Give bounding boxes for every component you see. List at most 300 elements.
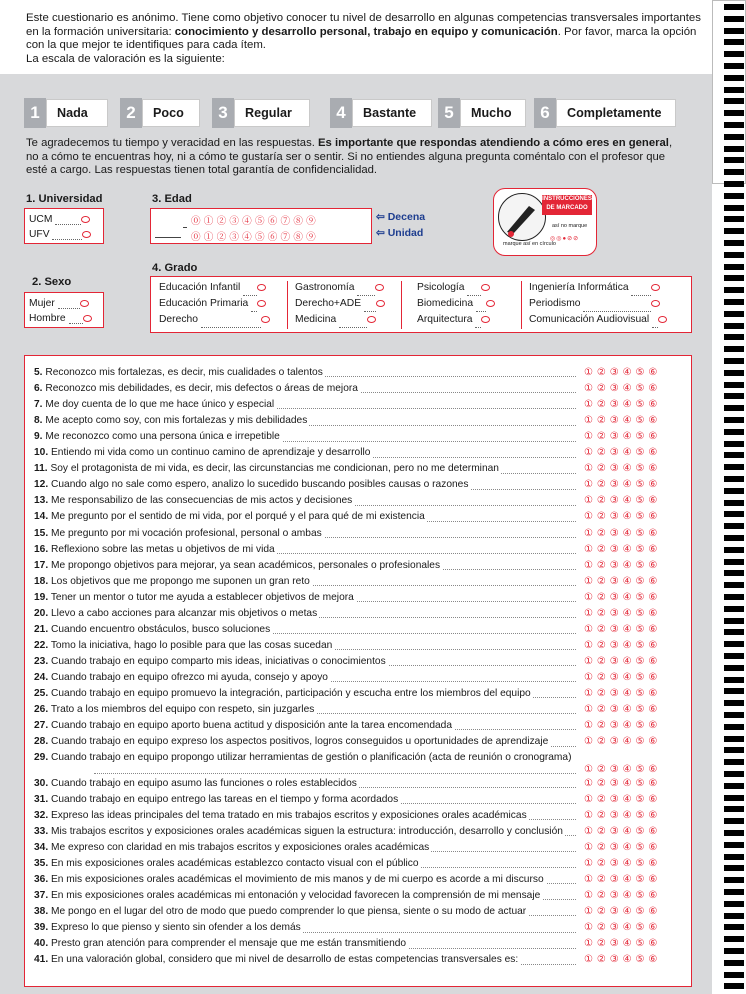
answer-bubbles[interactable]: ①②③④⑤⑥ <box>580 890 686 902</box>
question-row <box>34 463 686 475</box>
answer-bubbles[interactable]: ①②③④⑤⑥ <box>580 794 686 806</box>
timing-mark <box>724 641 744 647</box>
timing-mark <box>724 854 744 860</box>
answer-bubbles[interactable]: ①②③④⑤⑥ <box>580 447 686 459</box>
timing-mark <box>724 653 744 659</box>
option-grado[interactable]: Educación Infantil <box>159 280 270 296</box>
question-row <box>34 511 686 523</box>
option-grado[interactable]: Medicina <box>295 312 385 328</box>
answer-bubbles[interactable]: ①②③④⑤⑥ <box>580 431 686 443</box>
question-label: Reconozco mis fortalezas, es decir, mis cualidades o talentos <box>45 367 323 378</box>
question-text <box>34 463 501 474</box>
question-label: Cuando trabajo en equipo aporto buena actitud y disposición ante la tarea encomendada <box>51 720 453 732</box>
answer-bubbles[interactable]: ①②③④⑤⑥ <box>580 764 686 776</box>
question-number: 33. <box>34 825 49 837</box>
timing-mark <box>724 39 744 45</box>
question-label: Expreso las ideas principales del tema tratado en mis trabajos escritos y exposiciones orales académicas <box>51 809 527 821</box>
question-text <box>34 624 272 635</box>
question-text <box>34 431 282 442</box>
question-row <box>34 592 686 604</box>
timing-mark <box>724 842 744 848</box>
timing-mark <box>724 724 744 730</box>
timing-mark <box>724 417 744 423</box>
option-grado[interactable]: Ingeniería Informática <box>529 280 667 296</box>
divider <box>521 281 522 329</box>
timing-mark <box>724 228 744 234</box>
timing-mark <box>724 110 744 116</box>
question-number: 20. <box>34 607 49 619</box>
question-text <box>34 810 529 821</box>
intro-line: en la formación universitaria: conocimiento y desarrollo personal, trabajo en equipo y comunicación. Por favor, marca la opción <box>26 25 697 38</box>
question-row <box>34 826 686 838</box>
question-number: 12. <box>34 479 49 491</box>
question-row <box>34 640 686 652</box>
timing-mark <box>724 334 744 340</box>
question-text <box>34 858 421 869</box>
question-label: En mis exposiciones orales académicas el movimiento de mis manos y de mi cuerpo es acorde a mi discurso <box>51 874 544 885</box>
timing-mark <box>724 865 744 871</box>
question-text <box>34 736 550 747</box>
question-label: Cuando trabajo en equipo expreso los aspectos positivos, logros conseguidos u oportunidades de aprendizaje <box>51 736 549 748</box>
instructions-good: marque así en círculo <box>503 241 556 247</box>
question-row <box>34 938 686 950</box>
timing-mark <box>724 901 744 907</box>
intro-line: Este cuestionario es anónimo. Tiene como objetivo conocer tu nivel de desarrollo en algunas competencias transversales importantes <box>26 12 701 24</box>
divider <box>287 281 288 329</box>
question-text <box>34 544 277 555</box>
question-row <box>34 624 686 636</box>
timing-mark <box>724 358 744 364</box>
question-number: 18. <box>34 575 49 587</box>
question-label: Me expreso con claridad en mis trabajos escritos y exposiciones orales académicas <box>51 841 430 853</box>
question-row <box>34 544 686 556</box>
timing-mark <box>724 370 744 376</box>
answer-bubbles[interactable]: ①②③④⑤⑥ <box>580 922 686 934</box>
instructions-text <box>26 137 706 178</box>
timing-mark <box>724 913 744 919</box>
timing-mark <box>724 51 744 57</box>
timing-mark <box>724 795 744 801</box>
answer-bubbles[interactable]: ①②③④⑤⑥ <box>580 592 686 604</box>
unidad-bubbles[interactable]: ⓪①②③④⑤⑥⑦⑧⑨ <box>191 232 319 243</box>
divider <box>401 281 402 329</box>
question-row <box>34 560 686 572</box>
question-number: 36. <box>34 874 49 885</box>
timing-mark <box>724 205 744 211</box>
question-text <box>34 704 316 715</box>
timing-mark <box>724 665 744 671</box>
option-grado[interactable]: Periodismo <box>529 296 667 312</box>
sexo-title: 2. Sexo <box>32 276 72 288</box>
question-label: Me pregunto por el sentido de mi vida, por el porqué y el para qué de mi existencia <box>51 511 425 523</box>
question-label: Mis trabajos escritos y exposiciones orales académicas siguen la estructura: introducción, desarrollo y conclusión <box>51 825 563 837</box>
timing-mark <box>724 818 744 824</box>
edad-box <box>150 208 372 244</box>
question-label: Entiendo mi vida como un continuo camino de aprendizaje y desarrollo <box>51 447 371 459</box>
question-text <box>34 794 400 805</box>
question-label: Cuando trabajo en equipo entrego las tareas en el tiempo y forma acordados <box>51 793 399 805</box>
answer-bubbles[interactable]: ①②③④⑤⑥ <box>580 858 686 870</box>
option-grado[interactable]: Arquitectura <box>417 312 495 328</box>
option-grado[interactable]: Gastronomía <box>295 280 385 296</box>
question-label: Los objetivos que me propongo me suponen un gran reto <box>51 575 310 587</box>
timing-mark <box>724 323 744 329</box>
answer-bubbles[interactable]: ①②③④⑤⑥ <box>580 560 686 572</box>
timing-mark <box>724 747 744 753</box>
option-grado[interactable]: Derecho <box>159 312 270 328</box>
thanks-line: esté a cargo. Las respuestas tienen total garantía de confidencialidad. <box>26 164 378 177</box>
question-number: 14. <box>34 511 49 523</box>
timing-mark <box>724 75 744 81</box>
question-number: 17. <box>34 559 49 571</box>
leader-dots <box>94 773 576 774</box>
question-text <box>34 495 354 506</box>
timing-mark <box>724 452 744 458</box>
grado-col-2 <box>295 280 385 328</box>
question-number: 7. <box>34 399 43 411</box>
question-row <box>34 704 686 716</box>
question-number: 35. <box>34 857 49 869</box>
question-label: Me reconozco como una persona única e irrepetible <box>45 431 280 443</box>
timing-mark <box>724 759 744 765</box>
instructions-bad: así no marque <box>552 223 588 229</box>
question-label: Cuando trabajo en equipo asumo las funciones o roles establecidos <box>51 777 357 789</box>
timing-mark <box>724 98 744 104</box>
question-number: 8. <box>34 415 43 427</box>
option-mujer[interactable]: Mujer <box>29 298 89 309</box>
question-number: 27. <box>34 720 49 732</box>
option-grado[interactable]: Derecho+ADE <box>295 296 385 312</box>
question-label: Me doy cuenta de lo que me hace único y especial <box>45 399 275 411</box>
question-text <box>34 922 303 933</box>
thanks-line: Te agradecemos tu tiempo y veracidad en las respuestas. Es importante que respondas atendiendo a cómo eres en general, <box>26 137 673 149</box>
option-hombre[interactable]: Hombre <box>29 313 92 324</box>
timing-mark <box>724 594 744 600</box>
question-number: 38. <box>34 906 49 918</box>
question-row <box>34 906 686 918</box>
question-label: Me responsabilizo de las consecuencias de mis actos y decisiones <box>51 495 353 507</box>
rating-scale <box>24 98 692 128</box>
question-text <box>34 383 360 394</box>
question-row <box>34 874 686 886</box>
answer-bubbles[interactable]: ①②③④⑤⑥ <box>580 463 686 475</box>
timing-mark <box>724 806 744 812</box>
question-text <box>34 874 546 885</box>
question-text <box>34 906 528 917</box>
question-text <box>34 447 372 458</box>
question-label: Me acepto como soy, con mis fortalezas y mis debilidades <box>45 415 308 427</box>
answer-bubbles[interactable]: ①②③④⑤⑥ <box>580 826 686 838</box>
timing-mark <box>724 983 744 989</box>
answer-bubbles[interactable]: ①②③④⑤⑥ <box>580 367 686 379</box>
timing-mark <box>724 582 744 588</box>
question-row <box>34 576 686 588</box>
question-row <box>34 656 686 668</box>
question-number: 19. <box>34 591 49 603</box>
question-text <box>34 367 325 378</box>
scale-item-6: 6 Completamente <box>534 98 676 128</box>
question-label: Llevo a cabo acciones para alcanzar mis objetivos o metas <box>51 607 318 619</box>
option-ufv[interactable]: UFV <box>29 229 91 240</box>
question-label: Me pongo en el lugar del otro de modo que puedo comprender lo que piensa, siente o su modo de actuar <box>51 906 527 918</box>
timing-mark <box>724 948 744 954</box>
question-label: Cuando algo no sale como espero, analizo lo sucedido buscando posibles causas o razones <box>51 479 469 491</box>
question-label: Tomo la iniciativa, hago lo posible para que las cosas sucedan <box>50 639 333 651</box>
question-row <box>34 431 686 443</box>
pen-hand-icon <box>498 193 546 241</box>
answer-bubbles[interactable]: ①②③④⑤⑥ <box>580 383 686 395</box>
timing-mark <box>724 146 744 152</box>
timing-mark <box>724 134 744 140</box>
timing-mark <box>724 511 744 517</box>
question-text <box>34 560 442 571</box>
answer-bubbles[interactable]: ①②③④⑤⑥ <box>580 528 686 540</box>
answer-bubbles[interactable]: ①②③④⑤⑥ <box>580 954 686 966</box>
instructions-marks: ◎◎●⊘⊘ <box>550 236 580 242</box>
timing-mark <box>724 157 744 163</box>
question-label: En una valoración global, considero que mi nivel de desarrollo de estas competencias transversales es: <box>51 954 519 966</box>
question-text <box>34 399 276 410</box>
timing-mark <box>724 216 744 222</box>
timing-mark <box>724 688 744 694</box>
answer-bubbles[interactable]: ①②③④⑤⑥ <box>580 511 686 523</box>
timing-mark <box>724 547 744 553</box>
decena-label: ⇦ Decena <box>376 211 426 223</box>
answer-bubbles[interactable]: ①②③④⑤⑥ <box>580 720 686 732</box>
option-ucm[interactable]: UCM <box>29 214 90 225</box>
question-row <box>34 890 686 902</box>
timing-mark <box>724 441 744 447</box>
timing-mark <box>724 63 744 69</box>
question-row <box>34 736 686 748</box>
question-text <box>34 778 359 789</box>
question-text <box>34 592 356 603</box>
question-row <box>34 479 686 491</box>
question-text <box>34 720 454 731</box>
question-text <box>34 576 312 587</box>
question-text <box>34 938 408 949</box>
question-row <box>34 528 686 540</box>
question-row <box>34 810 686 822</box>
timing-mark <box>724 771 744 777</box>
answer-bubbles[interactable]: ①②③④⑤⑥ <box>580 778 686 790</box>
question-text <box>34 890 542 901</box>
question-text <box>34 954 520 965</box>
question-row <box>34 922 686 934</box>
timing-mark <box>724 193 744 199</box>
answer-bubbles[interactable]: ①②③④⑤⑥ <box>580 874 686 886</box>
question-label: Presto gran atención para comprender el mensaje que me están transmitiendo <box>51 938 407 950</box>
answer-bubbles[interactable]: ①②③④⑤⑥ <box>580 938 686 950</box>
question-label: Soy el protagonista de mi vida, es decir, las circunstancias me condicionan, pero no me determinan <box>50 463 499 475</box>
question-text <box>34 656 388 667</box>
timing-mark <box>724 252 744 258</box>
answer-bubbles[interactable]: ①②③④⑤⑥ <box>580 704 686 716</box>
question-label: En mis exposiciones orales académicas establezco contacto visual con el público <box>51 857 419 869</box>
scale-item-2: 2 Poco <box>120 98 200 128</box>
question-row <box>34 778 686 790</box>
question-text <box>34 826 565 837</box>
answer-bubbles[interactable]: ①②③④⑤⑥ <box>580 842 686 854</box>
question-row <box>34 954 686 966</box>
question-number: 39. <box>34 922 49 934</box>
answer-bubbles[interactable]: ①②③④⑤⑥ <box>580 415 686 427</box>
question-row <box>34 672 686 684</box>
question-number: 30. <box>34 777 49 789</box>
timing-mark <box>724 700 744 706</box>
question-label: Cuando trabajo en equipo ofrezco mi ayuda, consejo y apoyo <box>51 671 328 683</box>
answer-bubbles[interactable]: ①②③④⑤⑥ <box>580 624 686 636</box>
question-number: 21. <box>34 623 49 635</box>
question-number: 34. <box>34 841 49 853</box>
question-row <box>34 383 686 395</box>
question-number: 40. <box>34 938 49 950</box>
question-text <box>34 842 431 853</box>
answer-bubbles[interactable]: ①②③④⑤⑥ <box>580 544 686 556</box>
unidad-label: ⇦ Unidad <box>376 227 424 239</box>
question-label: Cuando trabajo en equipo propongo utilizar herramientas de gestión o planificación (acta de reunión o cronograma) <box>51 752 572 764</box>
timing-mark <box>724 169 744 175</box>
answer-bubbles[interactable]: ①②③④⑤⑥ <box>580 399 686 411</box>
question-label: Me pregunto por mi vocación profesional, personal o ambas <box>51 527 322 539</box>
option-grado[interactable]: Biomedicina <box>417 296 495 312</box>
option-grado[interactable]: Comunicación Audiovisual <box>529 312 667 328</box>
timing-mark <box>724 830 744 836</box>
timing-mark <box>724 736 744 742</box>
timing-mark <box>724 181 744 187</box>
timing-mark <box>724 87 744 93</box>
intro-line: con la que mejor te identifiques para cada ítem. <box>26 39 266 52</box>
universidad-title: 1. Universidad <box>26 193 103 205</box>
question-label: Reconozco mis debilidades, es decir, mis defectos o áreas de mejora <box>45 383 358 395</box>
timing-mark <box>724 606 744 612</box>
timing-mark <box>724 500 744 506</box>
timing-mark <box>724 405 744 411</box>
grado-col-4 <box>529 280 667 328</box>
answer-bubbles[interactable]: ①②③④⑤⑥ <box>580 608 686 620</box>
edad-title: 3. Edad <box>152 193 192 205</box>
answer-bubbles[interactable]: ①②③④⑤⑥ <box>580 656 686 668</box>
question-text <box>34 640 334 651</box>
answer-bubbles[interactable]: ①②③④⑤⑥ <box>580 810 686 822</box>
scale-item-3: 3 Regular <box>212 98 310 128</box>
option-grado[interactable]: Educación Primaria <box>159 296 270 312</box>
question-number: 23. <box>34 655 49 667</box>
question-number: 31. <box>34 793 49 805</box>
decena-bubbles[interactable]: ⓪①②③④⑤⑥⑦⑧⑨ <box>191 216 319 227</box>
thanks-line: no a cómo te encuentras hoy, ni a cómo te gustaría ser o sentir. Si no entiendes alguna pregunta coméntalo con el profesor que <box>26 150 666 163</box>
question-number: 28. <box>34 736 49 748</box>
question-text <box>34 479 470 490</box>
universidad-box <box>24 208 104 244</box>
option-grado[interactable]: Psicología <box>417 280 495 296</box>
question-number: 26. <box>34 704 49 716</box>
question-text <box>34 672 330 683</box>
timing-mark <box>724 877 744 883</box>
answer-bubbles[interactable]: ①②③④⑤⑥ <box>580 495 686 507</box>
answer-bubbles[interactable]: ①②③④⑤⑥ <box>580 576 686 588</box>
timing-mark <box>724 712 744 718</box>
question-row <box>34 415 686 427</box>
timing-mark <box>724 393 744 399</box>
question-row <box>34 399 686 411</box>
question-row <box>34 447 686 459</box>
question-number: 10. <box>34 447 49 459</box>
sexo-box <box>24 292 104 328</box>
question-text <box>34 511 427 522</box>
question-row <box>34 367 686 379</box>
timing-mark <box>724 476 744 482</box>
timing-mark <box>724 16 744 22</box>
question-text <box>34 608 319 619</box>
question-number: 22. <box>34 639 49 651</box>
question-text <box>34 415 309 426</box>
question-label: Me propongo objetivos para mejorar, ya sean académicos, personales o profesionales <box>51 559 441 571</box>
answer-bubbles[interactable]: ①②③④⑤⑥ <box>580 479 686 491</box>
timing-mark <box>724 264 744 270</box>
timing-mark <box>724 240 744 246</box>
question-number: 15. <box>34 527 49 539</box>
answer-bubbles[interactable]: ①②③④⑤⑥ <box>580 906 686 918</box>
question-number: 29. <box>34 752 49 764</box>
question-text <box>34 752 576 764</box>
timing-mark <box>724 523 744 529</box>
timing-mark <box>724 960 744 966</box>
question-number: 24. <box>34 671 49 683</box>
scale-item-4: 4 Bastante <box>330 98 432 128</box>
question-row <box>34 752 686 776</box>
timing-mark <box>724 936 744 942</box>
timing-mark <box>724 924 744 930</box>
timing-mark <box>724 618 744 624</box>
answer-bubbles[interactable]: ①②③④⑤⑥ <box>580 736 686 748</box>
question-number: 6. <box>34 383 43 395</box>
question-label: Reflexiono sobre las metas u objetivos de mi vida <box>51 543 275 555</box>
timing-mark <box>724 464 744 470</box>
question-number: 32. <box>34 809 49 821</box>
question-label: Trato a los miembros del equipo con respeto, sin juzgarles <box>50 704 315 716</box>
question-label: Cuando trabajo en equipo promuevo la integración, participación y escucha entre los miembros del equipo <box>51 688 531 699</box>
age-write-field[interactable] <box>155 215 181 238</box>
grado-title: 4. Grado <box>152 262 198 274</box>
grado-box <box>150 276 692 333</box>
answer-bubbles[interactable]: ①②③④⑤⑥ <box>580 688 686 700</box>
timing-mark <box>724 972 744 978</box>
timing-mark <box>724 488 744 494</box>
intro-line: La escala de valoración es la siguiente: <box>26 52 225 65</box>
question-number: 11. <box>34 463 48 475</box>
question-row <box>34 720 686 732</box>
question-number: 9. <box>34 431 43 443</box>
timing-mark <box>724 287 744 293</box>
question-label: Expreso lo que pienso y siento sin ofender a los demás <box>51 922 301 934</box>
timing-mark <box>724 4 744 10</box>
timing-mark <box>724 889 744 895</box>
question-label: Tener un mentor o tutor me ayuda a establecer objetivos de mejora <box>50 591 354 603</box>
answer-bubbles[interactable]: ①②③④⑤⑥ <box>580 672 686 684</box>
timing-mark <box>724 570 744 576</box>
marking-instructions <box>493 188 597 256</box>
answer-bubbles[interactable]: ①②③④⑤⑥ <box>580 640 686 652</box>
timing-mark <box>724 677 744 683</box>
timing-mark <box>724 275 744 281</box>
question-row <box>34 688 686 700</box>
question-label: En mis exposiciones orales académicas mi entonación y velocidad favorecen la comprensión de mi mensaje <box>51 890 541 902</box>
question-number: 25. <box>34 688 49 699</box>
question-number: 37. <box>34 890 49 902</box>
timing-mark <box>724 346 744 352</box>
timing-mark <box>724 311 744 317</box>
